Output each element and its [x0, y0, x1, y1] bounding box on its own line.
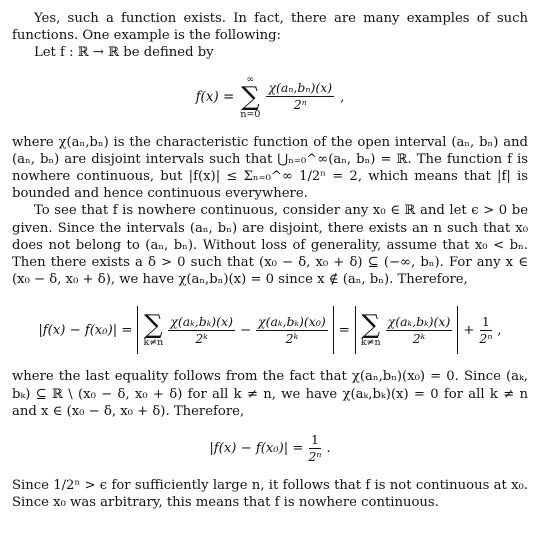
paragraph-intro: Yes, such a function exists. In fact, there are many examples of such functions. One example is the following: — [12, 11, 528, 44]
sum-symbol: ∑ — [361, 309, 380, 340]
eq2-sum-2 — [360, 309, 381, 348]
paragraph-last-equality: where the last equality follows from the fact that χ(aₙ,bₙ)(x₀) = 0. Since (aₖ, bₖ) ⊆ ℝ \ (x₀ − δ, x₀ + δ) for all k ≠ n, we have χ(aₖ,bₖ)(x) = 0 for all k ≠ n and x ∈ (x₀ − δ, x₀ + δ). Therefore, — [12, 369, 528, 419]
eq2-lhs: |f(x) − f(x₀)| = — [38, 322, 133, 338]
eq3-lhs: |f(x) − f(x₀)| = — [209, 440, 304, 456]
eq2-equals: = — [338, 322, 350, 338]
eq2-numerator-2: χ(aₖ,bₖ)(x₀) — [258, 313, 326, 329]
equation-definition — [12, 74, 528, 120]
eq3-numerator: 1 — [310, 432, 319, 448]
equation-result — [12, 432, 528, 465]
eq1-denominator: 2ⁿ — [293, 97, 307, 113]
eq3-fraction — [308, 432, 321, 465]
eq2-numerator-1: χ(aₖ,bₖ)(x) — [170, 313, 233, 329]
eq2-denominator-3: 2ᵏ — [412, 330, 426, 346]
abs-bar-left — [137, 306, 138, 354]
eq3-tail: . — [326, 440, 331, 456]
eq2-tail: , — [497, 322, 502, 338]
eq1-sum — [240, 74, 260, 120]
eq2-fraction-4 — [479, 314, 492, 347]
sum-symbol: ∑ — [241, 81, 260, 112]
eq2-sum-1 — [143, 309, 164, 348]
eq2-minus: − — [239, 322, 252, 338]
eq2-sum-2-bottom: k≠n — [360, 336, 381, 348]
paragraph-definition-lead: Let f : ℝ → ℝ be defined by — [34, 45, 214, 61]
eq2-fraction-3 — [386, 314, 453, 347]
eq1-lhs: f(x) = — [195, 88, 235, 105]
abs-bar-left-2 — [355, 306, 356, 354]
eq2-numerator-3: χ(aₖ,bₖ)(x) — [387, 313, 451, 329]
eq1-fraction — [266, 80, 334, 113]
eq1-sum-top: ∞ — [246, 73, 255, 85]
eq3-denominator: 2ⁿ — [308, 449, 322, 465]
eq2-numerator-4: 1 — [481, 313, 490, 329]
eq2-denominator-1: 2ᵏ — [195, 330, 208, 346]
abs-bar-right-2 — [457, 306, 458, 354]
paragraph-where: where χ(aₙ,bₙ) is the characteristic function of the open interval (aₙ, bₙ) and (aₙ, bₙ) are disjoint intervals such that ⋃ₙ₌₀^∞(aₙ, bₙ) = ℝ. The function f is nowhere continuous, but |f(x)| ≤ Σₙ₌₀^∞ 1/2ⁿ = 2, which means that |f| is bounded and hence continuous everywhere. — [12, 134, 528, 202]
paragraph-proof: To see that f is nowhere continuous, consider any x₀ ∈ ℝ and let ϵ > 0 be given. Since the intervals (aₙ, bₙ) are disjoint, there exists an n such that x₀ does not belong to (aₙ, bₙ). Without loss of generality, assume that x₀ < bₙ. Then there exists a δ > 0 such that (x₀ − δ, x₀ + δ) ⊆ (−∞, bₙ). For any x ∈ (x₀ − δ, x₀ + δ), we have χ(aₙ,bₙ)(x) = 0 since x ∉ (aₙ, bₙ). Therefore, — [12, 203, 528, 288]
eq2-plus: + — [463, 322, 475, 338]
paragraph-conclusion: Since 1/2ⁿ > ϵ for sufficiently large n, it follows that f is not continuous at x₀. Since x₀ was arbitrary, this means that f is nowhere continuous. — [12, 478, 528, 511]
equation-difference — [12, 306, 528, 354]
abs-bar-right — [333, 306, 334, 354]
eq1-tail: , — [340, 88, 345, 105]
eq2-fraction-1 — [168, 314, 235, 347]
eq2-sum-1-bottom: k≠n — [143, 336, 164, 348]
eq2-denominator-2: 2ᵏ — [285, 330, 299, 346]
sum-symbol: ∑ — [144, 309, 163, 340]
eq1-sum-bottom: n=0 — [240, 108, 261, 120]
eq2-denominator-4: 2ⁿ — [479, 330, 493, 346]
eq2-fraction-2 — [256, 314, 328, 347]
eq1-numerator: χ(aₙ,bₙ)(x) — [268, 80, 333, 96]
